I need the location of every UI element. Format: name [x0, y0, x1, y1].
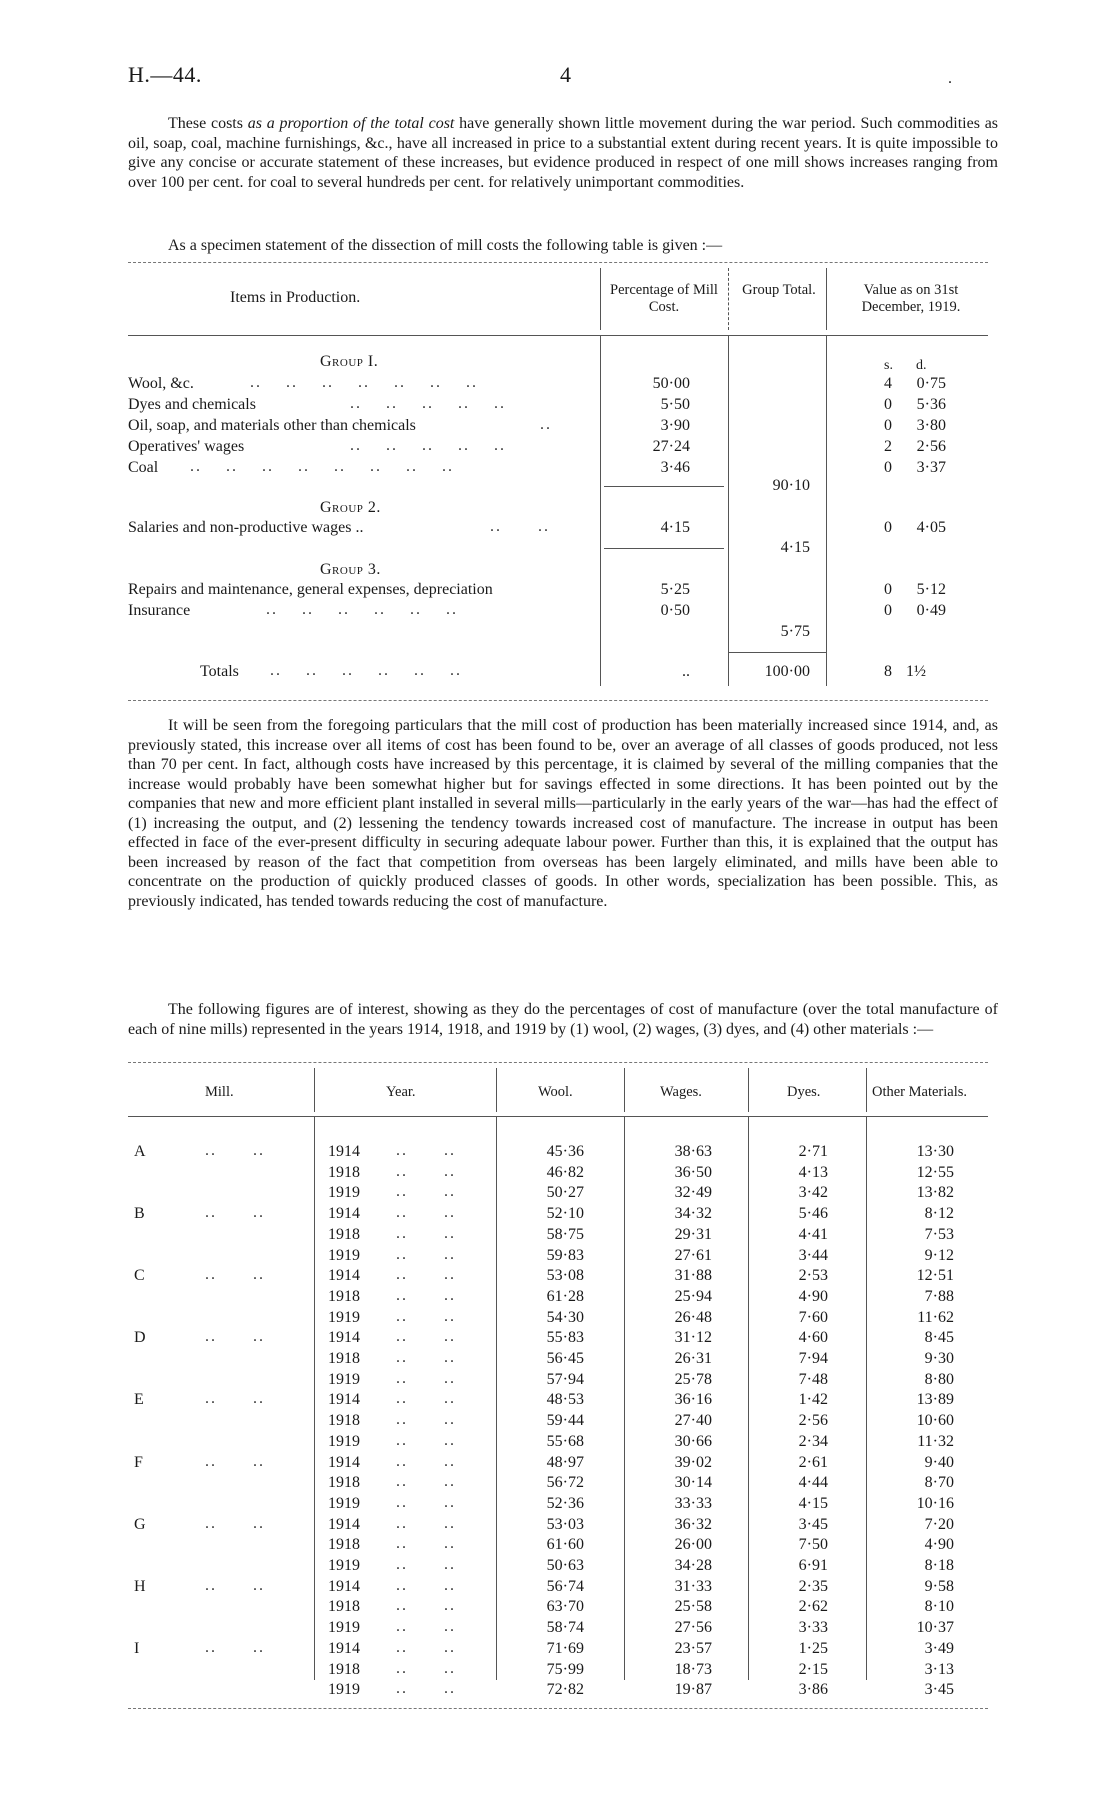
wages-value: 31·88 — [674, 1267, 712, 1284]
paragraph-following-figures: The following figures are of interest, showing as they do the percentages of cost of manufacture (over the total manufacture of each of nine mills) represented in the years 1914, 1918, and 1919 by (1) wool, (2) wages, (3) dyes, and (4) other materials :— — [128, 1001, 998, 1038]
year-value: 1919 — [328, 1309, 360, 1326]
other-materials-value: 8·80 — [924, 1371, 954, 1388]
wages-value: 26·31 — [674, 1350, 712, 1367]
shillings-value: 0 — [884, 519, 892, 536]
group-2-title: Group 2. — [320, 499, 381, 516]
wool-value: 56·72 — [546, 1474, 584, 1491]
wages-value: 30·66 — [674, 1433, 712, 1450]
dyes-value: 7·60 — [798, 1309, 828, 1326]
item-label: Insurance — [128, 602, 191, 619]
leader-dots: .. .. — [396, 1246, 456, 1263]
dyes-value: 2·35 — [798, 1578, 828, 1595]
wages-value: 38·63 — [674, 1143, 712, 1160]
leader-dots: .. .. — [396, 1142, 456, 1159]
leader-dots: .. — [540, 416, 552, 433]
wool-value: 54·30 — [546, 1309, 584, 1326]
year-value: 1914 — [328, 1143, 360, 1160]
wages-value: 31·12 — [674, 1329, 712, 1346]
dyes-value: 7·50 — [798, 1536, 828, 1553]
wages-value: 30·14 — [674, 1474, 712, 1491]
item-label: Coal — [128, 459, 159, 476]
dyes-value: 7·94 — [798, 1350, 828, 1367]
item-label: Repairs and maintenance, general expenses, depreciation — [128, 581, 493, 598]
para1-text-b: have generally shown little movement during the war period. Such commodities as oil, soap, coal, machine furnishings, &c., have all increased in price to a substantial extent during recent years. It is quite impossible to give any concise or accurate statement of these increases, but evidence produced in respect of one mill shows increases ranging from over 100 per cent. for coal to several hundreds per cent. for relatively unimportant commodities. — [128, 115, 999, 191]
wool-value: 56·45 — [546, 1350, 584, 1367]
other-materials-value: 11·62 — [917, 1309, 954, 1326]
mill-label: I — [134, 1640, 140, 1657]
wages-value: 25·78 — [674, 1371, 712, 1388]
pence-value: 0·49 — [916, 602, 946, 619]
totals-group: 100·00 — [764, 663, 810, 680]
wool-value: 48·97 — [546, 1454, 584, 1471]
other-materials-value: 10·60 — [916, 1412, 954, 1429]
dyes-value: 7·48 — [798, 1371, 828, 1388]
year-value: 1914 — [328, 1391, 360, 1408]
year-value: 1914 — [328, 1640, 360, 1657]
wool-value: 50·27 — [546, 1184, 584, 1201]
year-value: 1919 — [328, 1619, 360, 1636]
leader-dots: .. .. — [396, 1183, 456, 1200]
dyes-value: 3·44 — [798, 1247, 828, 1264]
other-materials-value: 13·82 — [916, 1184, 954, 1201]
wool-value: 52·36 — [546, 1495, 584, 1512]
leader-dots: .. .. — [396, 1266, 456, 1283]
leader-dots: .. .. .. .. .. — [350, 437, 506, 454]
dyes-value: 2·53 — [798, 1267, 828, 1284]
leader-dots: .. .. — [396, 1163, 456, 1180]
para1-italic: as a proportion of the total cost — [247, 115, 455, 132]
group-total: 90·10 — [772, 477, 810, 494]
totals-shillings: 8 — [884, 663, 892, 680]
leader-dots: .. .. — [396, 1225, 456, 1242]
leader-dots: .. .. — [396, 1432, 456, 1449]
pct-value: 50·00 — [652, 375, 690, 392]
wool-value: 59·44 — [546, 1412, 584, 1429]
leader-dots: .. .. — [205, 1142, 265, 1159]
leader-dots: .. .. — [396, 1597, 456, 1614]
leader-dots: .. .. — [396, 1618, 456, 1635]
other-materials-value: 13·89 — [916, 1391, 954, 1408]
year-value: 1919 — [328, 1247, 360, 1264]
shillings-value: 0 — [884, 581, 892, 598]
leader-dots: .. .. — [396, 1577, 456, 1594]
pct-value: 3·46 — [660, 459, 690, 476]
wages-value: 25·94 — [674, 1288, 712, 1305]
header-group-total: Group Total. — [742, 282, 816, 298]
paragraph-proportion-costs — [128, 114, 998, 192]
wages-value: 26·48 — [674, 1309, 712, 1326]
wool-value: 61·28 — [546, 1288, 584, 1305]
other-materials-value: 10·16 — [916, 1495, 954, 1512]
dyes-value: 2·15 — [798, 1661, 828, 1678]
leader-dots: .. .. .. .. .. .. — [266, 601, 458, 618]
wool-value: 48·53 — [546, 1391, 584, 1408]
header-mill: Mill. — [205, 1084, 234, 1100]
mill-label: E — [134, 1391, 144, 1408]
wool-value: 63·70 — [546, 1598, 584, 1615]
other-materials-value: 7·53 — [924, 1226, 954, 1243]
other-materials-value: 8·45 — [924, 1329, 954, 1346]
header-wages: Wages. — [660, 1084, 702, 1100]
year-value: 1918 — [328, 1288, 360, 1305]
other-materials-value: 9·12 — [924, 1247, 954, 1264]
dyes-value: 2·71 — [798, 1143, 828, 1160]
dyes-value: 1·42 — [798, 1391, 828, 1408]
pence-value: 3·80 — [916, 417, 946, 434]
dyes-value: 2·61 — [798, 1454, 828, 1471]
leader-dots: .. .. — [396, 1204, 456, 1221]
dyes-value: 6·91 — [798, 1557, 828, 1574]
dyes-value: 4·44 — [798, 1474, 828, 1491]
wages-value: 34·32 — [674, 1205, 712, 1222]
other-materials-value: 8·12 — [924, 1205, 954, 1222]
year-value: 1918 — [328, 1598, 360, 1615]
other-materials-value: 9·30 — [924, 1350, 954, 1367]
leader-dots: .. .. — [396, 1680, 456, 1697]
mill-label: C — [134, 1267, 145, 1284]
wool-value: 58·74 — [546, 1619, 584, 1636]
pct-value: 4·15 — [660, 519, 690, 536]
dyes-value: 4·13 — [798, 1164, 828, 1181]
shillings-value: 4 — [884, 375, 892, 392]
group-3-title: Group 3. — [320, 561, 381, 578]
year-value: 1914 — [328, 1516, 360, 1533]
other-materials-value: 10·37 — [916, 1619, 954, 1636]
other-materials-value: 8·18 — [924, 1557, 954, 1574]
shillings-value: 2 — [884, 438, 892, 455]
dyes-value: 3·33 — [798, 1619, 828, 1636]
wool-value: 53·03 — [546, 1516, 584, 1533]
wages-value: 36·50 — [674, 1164, 712, 1181]
leader-dots: .. .. — [396, 1349, 456, 1366]
wages-value: 27·56 — [674, 1619, 712, 1636]
other-materials-value: 8·70 — [924, 1474, 954, 1491]
item-label: Salaries and non-productive wages .. — [128, 519, 364, 536]
wages-value: 31·33 — [674, 1578, 712, 1595]
leader-dots: .. .. — [396, 1639, 456, 1656]
pct-value: 27·24 — [652, 438, 690, 455]
leader-dots: .. .. — [396, 1370, 456, 1387]
wages-value: 27·40 — [674, 1412, 712, 1429]
pct-value: 0·50 — [660, 602, 690, 619]
wool-value: 50·63 — [546, 1557, 584, 1574]
leader-dots: .. .. — [205, 1515, 265, 1532]
wool-value: 52·10 — [546, 1205, 584, 1222]
shillings-value: 0 — [884, 459, 892, 476]
leader-dots: .. .. .. .. .. .. — [270, 662, 462, 679]
wages-value: 39·02 — [674, 1454, 712, 1471]
wool-value: 45·36 — [546, 1143, 584, 1160]
year-value: 1919 — [328, 1184, 360, 1201]
unit-pence: d. — [916, 358, 927, 373]
para1-text-a: These costs — [168, 115, 248, 132]
pct-value: 3·90 — [660, 417, 690, 434]
mill-label: F — [134, 1454, 143, 1471]
dyes-value: 3·42 — [798, 1184, 828, 1201]
leader-dots: .. .. — [205, 1453, 265, 1470]
dyes-value: 2·34 — [798, 1433, 828, 1450]
dyes-value: 4·90 — [798, 1288, 828, 1305]
year-value: 1918 — [328, 1226, 360, 1243]
other-materials-value: 7·20 — [924, 1516, 954, 1533]
other-materials-value: 9·40 — [924, 1454, 954, 1471]
year-value: 1919 — [328, 1495, 360, 1512]
header-other-materials: Other Materials. — [872, 1084, 968, 1100]
wages-value: 23·57 — [674, 1640, 712, 1657]
wool-value: 75·99 — [546, 1661, 584, 1678]
other-materials-value: 11·32 — [917, 1433, 954, 1450]
totals-label: Totals — [200, 663, 239, 680]
year-value: 1914 — [328, 1205, 360, 1222]
year-value: 1918 — [328, 1350, 360, 1367]
wool-value: 55·68 — [546, 1433, 584, 1450]
group-1-title: Group I. — [320, 353, 379, 370]
leader-dots: .. .. — [396, 1287, 456, 1304]
wool-value: 55·83 — [546, 1329, 584, 1346]
leader-dots: .. .. .. .. .. .. .. .. — [190, 458, 454, 475]
wages-value: 25·58 — [674, 1598, 712, 1615]
other-materials-value: 9·58 — [924, 1578, 954, 1595]
shillings-value: 0 — [884, 602, 892, 619]
wool-value: 46·82 — [546, 1164, 584, 1181]
wool-value: 58·75 — [546, 1226, 584, 1243]
other-materials-value: 7·88 — [924, 1288, 954, 1305]
page-number: 4 — [560, 62, 572, 87]
year-value: 1919 — [328, 1371, 360, 1388]
wool-value: 61·60 — [546, 1536, 584, 1553]
year-value: 1919 — [328, 1557, 360, 1574]
wages-value: 32·49 — [674, 1184, 712, 1201]
leader-dots: .. .. — [205, 1204, 265, 1221]
item-label: Dyes and chemicals — [128, 396, 256, 413]
item-label: Wool, &c. — [128, 375, 194, 392]
group-total: 5·75 — [780, 623, 810, 640]
wages-value: 27·61 — [674, 1247, 712, 1264]
year-value: 1919 — [328, 1433, 360, 1450]
wool-value: 71·69 — [546, 1640, 584, 1657]
leader-dots: .. .. — [205, 1577, 265, 1594]
group-total: 4·15 — [780, 539, 810, 556]
leader-dots: .. .. — [396, 1411, 456, 1428]
wool-value: 59·83 — [546, 1247, 584, 1264]
dyes-value: 5·46 — [798, 1205, 828, 1222]
totals-pence: 1½ — [906, 663, 926, 680]
header-value-dec-1919: Value as on 31st December, 1919. — [861, 282, 961, 315]
year-value: 1918 — [328, 1661, 360, 1678]
mill-label: B — [134, 1205, 145, 1222]
pence-value: 4·05 — [916, 519, 946, 536]
wages-value: 36·32 — [674, 1516, 712, 1533]
leader-dots: .. .. — [490, 518, 550, 535]
leader-dots: .. .. — [396, 1328, 456, 1345]
mill-label: D — [134, 1329, 146, 1346]
mill-label: G — [134, 1516, 146, 1533]
year-value: 1914 — [328, 1578, 360, 1595]
totals-pct: .. — [682, 663, 690, 680]
dyes-value: 4·41 — [798, 1226, 828, 1243]
dyes-value: 4·60 — [798, 1329, 828, 1346]
year-value: 1918 — [328, 1164, 360, 1181]
pence-value: 2·56 — [916, 438, 946, 455]
year-value: 1914 — [328, 1454, 360, 1471]
header-dyes: Dyes. — [787, 1084, 821, 1100]
leader-dots: .. .. .. .. .. — [350, 395, 506, 412]
document-reference: H.—44. — [128, 62, 202, 87]
dyes-value: 2·62 — [798, 1598, 828, 1615]
other-materials-value: 12·55 — [916, 1164, 954, 1181]
pct-value: 5·25 — [660, 581, 690, 598]
leader-dots: .. .. — [396, 1660, 456, 1677]
dyes-value: 3·45 — [798, 1516, 828, 1533]
leader-dots: .. .. — [205, 1639, 265, 1656]
wages-value: 34·28 — [674, 1557, 712, 1574]
paragraph-specimen-intro: As a specimen statement of the dissection of mill costs the following table is given :— — [168, 237, 723, 254]
shillings-value: 0 — [884, 417, 892, 434]
leader-dots: .. .. — [396, 1556, 456, 1573]
pence-value: 5·12 — [916, 581, 946, 598]
other-materials-value: 3·13 — [924, 1661, 954, 1678]
wool-value: 56·74 — [546, 1578, 584, 1595]
dyes-value: 4·15 — [798, 1495, 828, 1512]
wool-value: 72·82 — [546, 1681, 584, 1698]
leader-dots: .. .. — [205, 1328, 265, 1345]
leader-dots: .. .. — [396, 1308, 456, 1325]
leader-dots: .. .. — [205, 1390, 265, 1407]
wages-value: 18·73 — [674, 1661, 712, 1678]
unit-shillings: s. — [884, 358, 893, 373]
header-items-in-production: Items in Production. — [230, 289, 361, 306]
dyes-value: 1·25 — [798, 1640, 828, 1657]
year-value: 1919 — [328, 1681, 360, 1698]
header-dot: . — [948, 70, 953, 87]
wages-value: 29·31 — [674, 1226, 712, 1243]
other-materials-value: 12·51 — [916, 1267, 954, 1284]
leader-dots: .. .. — [396, 1535, 456, 1552]
wool-value: 53·08 — [546, 1267, 584, 1284]
other-materials-value: 3·45 — [924, 1681, 954, 1698]
other-materials-value: 13·30 — [916, 1143, 954, 1160]
other-materials-value: 8·10 — [924, 1598, 954, 1615]
header-year: Year. — [386, 1084, 416, 1100]
wool-value: 57·94 — [546, 1371, 584, 1388]
leader-dots: .. .. — [396, 1515, 456, 1532]
other-materials-value: 3·49 — [924, 1640, 954, 1657]
header-wool: Wool. — [538, 1084, 573, 1100]
wages-value: 33·33 — [674, 1495, 712, 1512]
year-value: 1918 — [328, 1474, 360, 1491]
paragraph-mill-cost-increase: It will be seen from the foregoing particulars that the mill cost of production has been materially increased since 1914, and, as previously stated, this increase over all items of cost has been found to be, over an average of all classes of goods produced, not less than 70 per cent. In fact, although costs have increased by this percentage, it is claimed by several of the milling companies that the increase would probably have been somewhat higher but for savings effected in some directions. It has been pointed out by the companies that new and more efficient plant installed in several mills—particularly in the early years of the war—has had the effect of (1) increasing the output, and (2) lessening the tendency towards increased cost of manufacture. The increase in output has been effected in face of the ever-present difficulty in securing adequate labour power. Further than this, it is explained that the output has been increased by reason of the fact that competition from overseas has been largely eliminated, and mills have been able to concentrate on the production of quickly produced classes of goods. In other words, specialization has been possible. This, as previously indicated, has tended towards reducing the cost of manufacture. — [128, 717, 998, 910]
wages-value: 19·87 — [674, 1681, 712, 1698]
leader-dots: .. .. — [396, 1390, 456, 1407]
leader-dots: .. .. — [396, 1473, 456, 1490]
pence-value: 0·75 — [916, 375, 946, 392]
leader-dots: .. .. — [396, 1453, 456, 1470]
dyes-value: 2·56 — [798, 1412, 828, 1429]
item-label: Operatives' wages — [128, 438, 245, 455]
header-percentage-mill-cost: Percentage of Mill Cost. — [610, 282, 718, 315]
wages-value: 26·00 — [674, 1536, 712, 1553]
pence-value: 5·36 — [916, 396, 946, 413]
year-value: 1918 — [328, 1536, 360, 1553]
other-materials-value: 4·90 — [924, 1536, 954, 1553]
pence-value: 3·37 — [916, 459, 946, 476]
shillings-value: 0 — [884, 396, 892, 413]
year-value: 1914 — [328, 1267, 360, 1284]
leader-dots: .. .. .. .. .. .. .. — [250, 374, 478, 391]
wages-value: 36·16 — [674, 1391, 712, 1408]
item-label: Oil, soap, and materials other than chemicals — [128, 417, 416, 434]
mill-label: H — [134, 1578, 146, 1595]
leader-dots: .. .. — [205, 1266, 265, 1283]
year-value: 1918 — [328, 1412, 360, 1429]
leader-dots: .. .. — [396, 1494, 456, 1511]
year-value: 1914 — [328, 1329, 360, 1346]
mill-label: A — [134, 1143, 146, 1160]
pct-value: 5·50 — [660, 396, 690, 413]
dyes-value: 3·86 — [798, 1681, 828, 1698]
